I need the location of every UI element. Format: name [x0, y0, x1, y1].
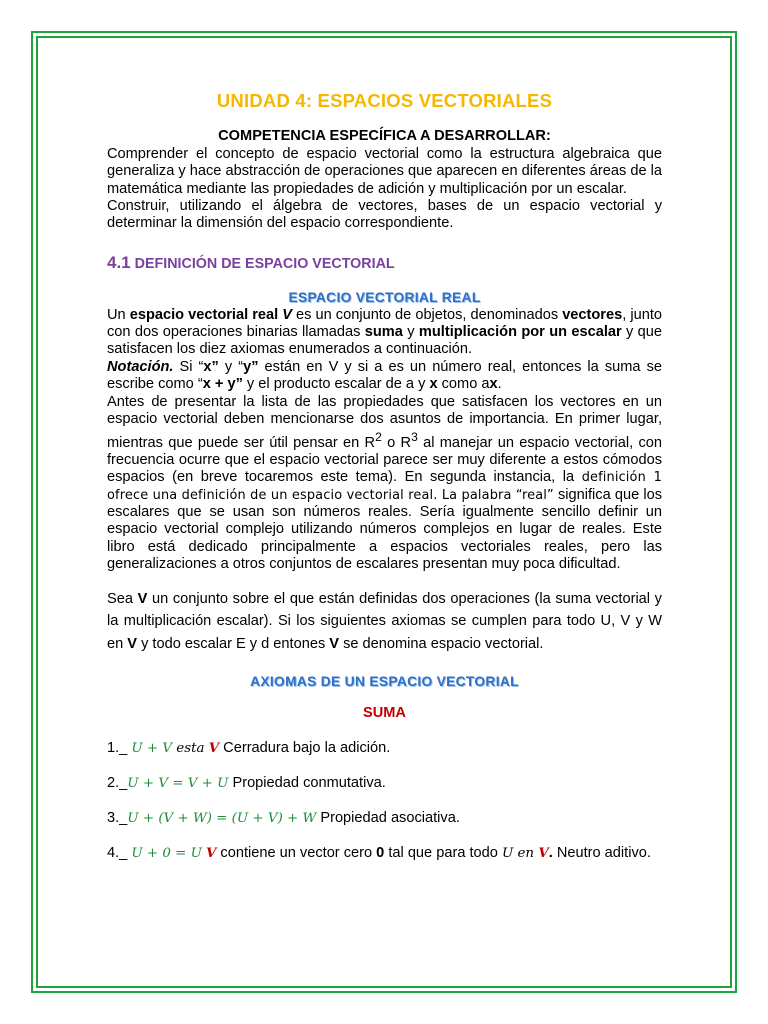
text-run: Si “ — [173, 358, 204, 375]
text-run: y — [402, 324, 419, 341]
text-run: y que satisfacen los diez axiomas enumerados a continuación. — [107, 324, 663, 358]
axiom-item — [107, 773, 662, 794]
competencia-paragraph-1: Comprender el concepto de espacio vectorial como la estructura algebraica que generaliza y hace abstracción de operaciones que aparecen en diferentes áreas de la matemática mediante las propiedades de adición y multiplicación por un escalar. — [107, 145, 662, 197]
axiom-description: Cerradura bajo la adición. — [219, 739, 391, 756]
bold-run: x” — [203, 358, 219, 375]
superscript: 2 — [375, 429, 382, 444]
text-run: al manejar un espacio vectorial, con frecuencia ocurre que el espacio vectorial parece ser muy diferente a estos cómodos espacios (en breve tocaremos este tema). En segunda instancia, la — [107, 434, 663, 486]
section-heading — [107, 254, 662, 273]
text-run: Sea — [107, 590, 138, 607]
text-run: y el producto escalar de a y — [242, 376, 430, 393]
notacion-paragraph — [107, 359, 662, 394]
axiom-formula: U + (V + W) = (U + V) + W — [127, 810, 317, 826]
text-run: significa que los escalares que se usan son números reales. Sería igualmente sencillo definir un espacio vectorial complejo utilizando números complejos en lugar de reales. Este libro está dedicado principalmente a espacios vectoriales reales, pero las generalizaciones a otros conjuntos de escalares presentan muy poca dificultad. — [107, 486, 662, 573]
evr-definition-paragraph — [107, 307, 662, 359]
axiom-item — [107, 808, 662, 829]
axiom-item — [107, 843, 662, 864]
text-run: Un — [107, 306, 130, 323]
bold-run: suma — [364, 324, 403, 341]
axiom-number: 1._ — [107, 739, 132, 756]
axiom-description: Neutro aditivo. — [552, 844, 651, 861]
bold-run: x — [429, 376, 438, 393]
superscript: 3 — [411, 429, 418, 444]
axiom-item — [107, 738, 662, 759]
axiom-formula: U + V — [131, 740, 173, 756]
bold-run: V — [329, 635, 340, 652]
suma-heading: SUMA — [363, 704, 406, 721]
section-number: 4.1 — [107, 252, 131, 272]
text-run: como a — [437, 376, 490, 393]
document-body — [107, 88, 662, 864]
bold-run: espacio vectorial real — [129, 306, 279, 323]
axiom-description: Propiedad asociativa. — [316, 809, 460, 826]
text-run: Antes de presentar la lista de las propiedades que satisfacen los vectores en un espacio vectorial deben mencionarse dos asuntos de importancia. En primer lugar, mientras que puede ser útil pensar en R — [107, 393, 662, 451]
axiom-formula: V — [538, 844, 549, 861]
bold-run: V — [137, 590, 148, 607]
bold-run: x + y” — [202, 376, 243, 393]
competencia-paragraph-2: Construir, utilizando el álgebra de vectores, bases de un espacio vectorial y determinar la dimensión del espacio correspondiente. — [107, 198, 662, 232]
axiom-formula: V — [205, 844, 217, 861]
competencia-heading: COMPETENCIA ESPECÍFICA A DESARROLLAR: — [218, 128, 551, 145]
text-run: . — [497, 376, 502, 393]
text-run: están en V y si a es un número real, entonces la suma se escribe como “ — [107, 358, 662, 393]
axiom-number: 3._ — [107, 809, 128, 826]
axiom-number: 4._ — [107, 844, 132, 861]
text-run: es un conjunto de objetos, denominados — [291, 306, 563, 323]
text-run: o R — [381, 434, 412, 451]
axiom-formula: V — [208, 739, 220, 756]
axiom-number: 2._ — [107, 774, 128, 791]
text-run: se denomina espacio vectorial. — [339, 635, 544, 652]
notacion-label: Notación. — [107, 358, 174, 375]
axiom-formula: esta — [172, 740, 209, 756]
axiomas-heading: AXIOMAS DE UN ESPACIO VECTORIAL — [250, 674, 519, 690]
text-run: , junto con dos operaciones binarias llamadas — [107, 306, 662, 341]
axiom-description: contiene un vector cero — [216, 844, 377, 861]
bold-run: x — [489, 376, 498, 393]
page-title: UNIDAD 4: ESPACIOS VECTORIALES — [216, 90, 553, 111]
axiom-formula: U + V = V + U — [127, 775, 229, 791]
axiom-description: tal que para todo — [384, 844, 502, 861]
axiom-formula: U en — [501, 845, 539, 861]
text-run: definición 1 ofrece una definición de un espacio vectorial real. La palabra “real” — [107, 470, 662, 503]
bold-run: y” — [243, 358, 259, 375]
sea-v-paragraph — [107, 588, 662, 656]
bold-run: V — [127, 635, 138, 652]
bold-run: vectores — [562, 306, 623, 323]
section-title: DEFINICIÓN DE ESPACIO VECTORIAL — [134, 255, 395, 272]
evr-heading: ESPACIO VECTORIAL REAL — [288, 290, 481, 306]
bold-run: multiplicación por un escalar — [418, 324, 622, 341]
axiom-formula: U + 0 = U — [131, 845, 202, 861]
text-run: un conjunto sobre el que están definidas dos operaciones (la suma vectorial y la multiplicación escalar). Si los siguientes axiomas se cumplen para todo U, V y W en — [107, 590, 662, 652]
bold-run: . — [548, 844, 553, 861]
text-run: y “ — [218, 358, 244, 375]
bold-italic-run: V — [282, 306, 292, 323]
zero-vector: 0 — [376, 844, 385, 861]
text-run: y todo escalar E y d entones — [137, 635, 330, 652]
axiom-description: Propiedad conmutativa. — [228, 774, 386, 791]
evr-notes-paragraph — [107, 394, 662, 574]
